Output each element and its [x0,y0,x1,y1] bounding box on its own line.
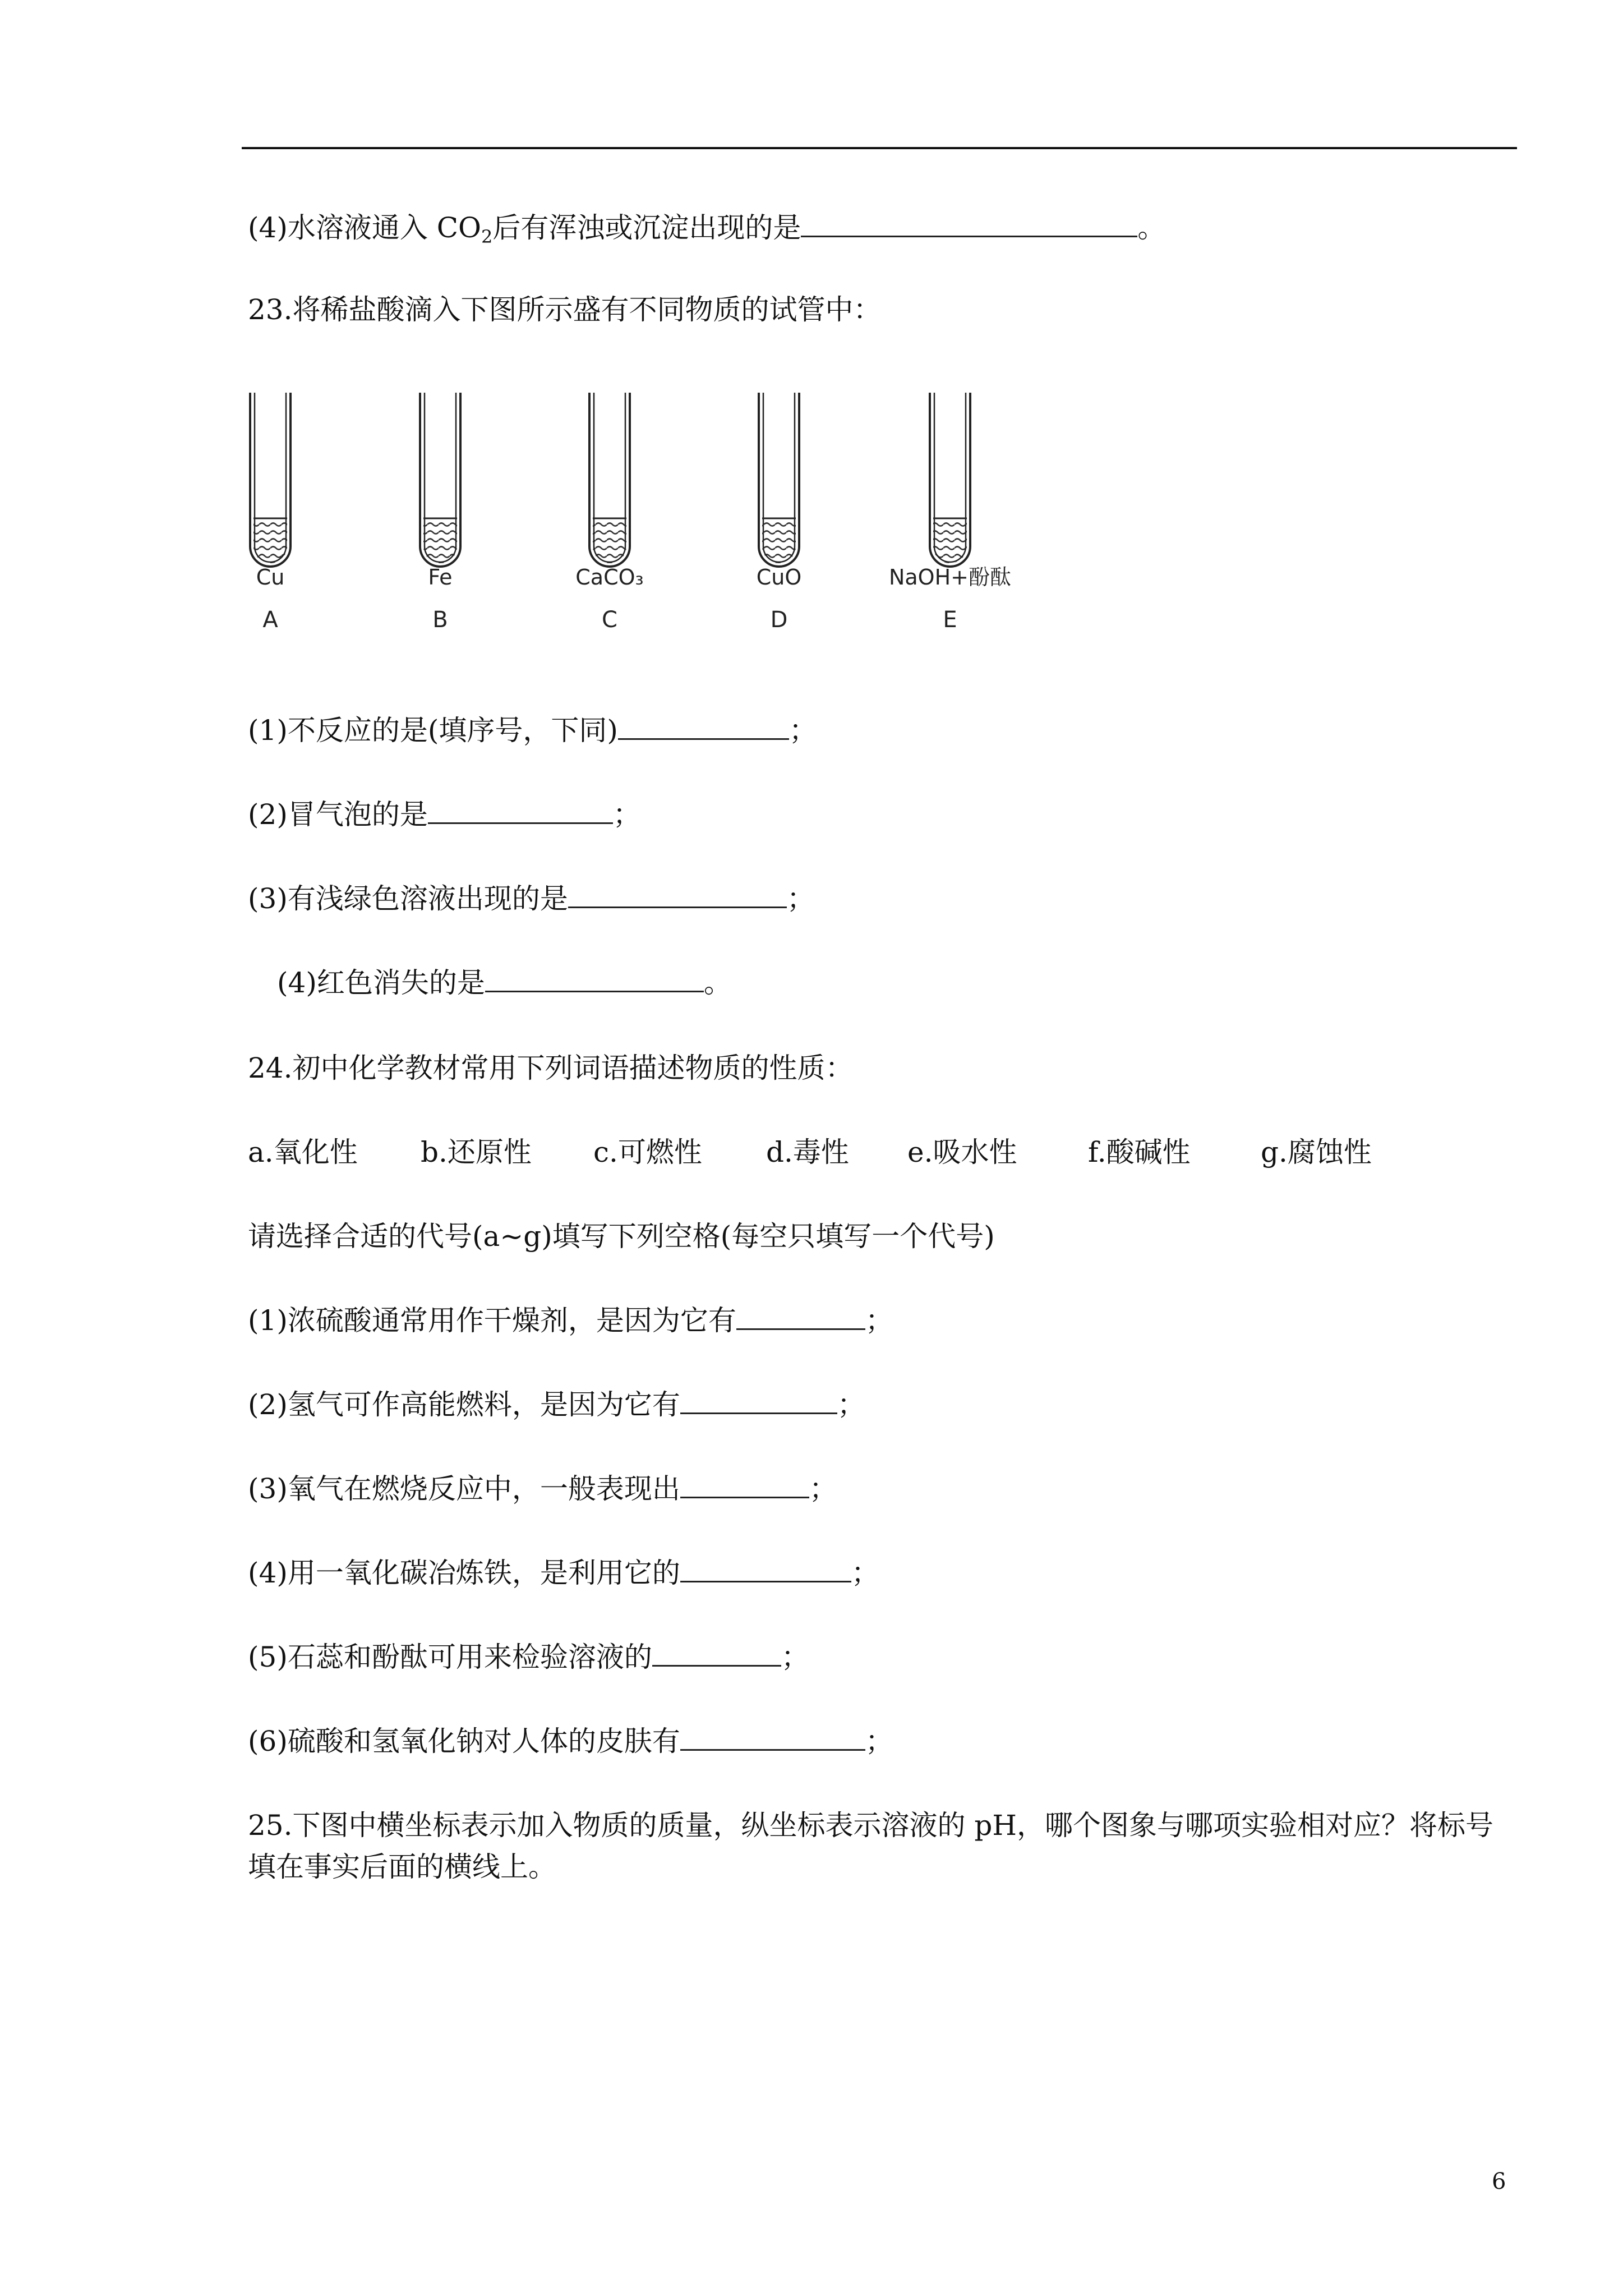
semicolon: ； [851,1557,879,1589]
q23-part4 [277,965,732,1001]
q24-option-e: e.吸水性 [907,1136,1017,1168]
q24-part1 [248,1303,893,1338]
tube-letter-label: E [943,607,957,633]
period: 。 [703,967,732,999]
test-tube-e [889,393,1011,633]
tube-substance-label: CaCO₃ [575,565,644,590]
semicolon: ； [837,1388,865,1421]
q24-option-b: b.还原性 [421,1136,532,1168]
semicolon: ； [612,798,641,831]
answer-blank[interactable] [801,211,1137,237]
q24-part3 [248,1471,837,1507]
q24-part4 [248,1555,879,1591]
q24-option-f: f.酸碱性 [1088,1136,1191,1168]
test-tube-b [420,393,460,633]
header-rule [242,147,1517,149]
answer-blank[interactable] [680,1472,809,1498]
period: 。 [1137,211,1166,244]
q24-part4-text: (4)用一氧化碳冶炼铁，是利用它的 [248,1557,680,1589]
answer-blank[interactable] [568,882,787,908]
tube-substance-label: Fe [428,565,453,590]
semicolon: ； [865,1304,893,1337]
test-tube-a [250,393,291,633]
test-tube-figure [248,387,1089,651]
q24-stem: 24.初中化学教材常用下列词语描述物质的性质： [248,1052,854,1084]
answer-blank[interactable] [652,1640,781,1667]
q24-part5-text: (5)石蕊和酚酞可用来检验溶液的 [248,1641,652,1673]
q24-option-g: g.腐蚀性 [1261,1136,1372,1168]
semicolon: ； [789,714,817,747]
semicolon: ； [781,1641,809,1673]
q23-part4-text: (4)红色消失的是 [277,967,485,999]
q24-part6 [248,1723,893,1759]
answer-blank[interactable] [736,1304,865,1330]
semicolon: ； [809,1473,837,1505]
q24-part2-text: (2)氢气可作高能燃料，是因为它有 [248,1388,680,1421]
answer-blank[interactable] [485,966,704,992]
q25-stem-line1: 25.下图中横坐标表示加入物质的质量，纵坐标表示溶液的 pH，哪个图象与哪项实验相对应？将标号 [248,1809,1494,1842]
tube-letter-label: C [602,607,617,633]
tube-substance-label: NaOH+酚酞 [888,565,1012,590]
tube-substance-label: Cu [256,565,285,590]
q23-part1-text: (1)不反应的是(填序号，下同) [248,714,618,747]
q22-part4 [248,210,1165,255]
q24-option-a: a.氧化性 [248,1136,358,1168]
q24-part3-text: (3)氧气在燃烧反应中，一般表现出 [248,1473,680,1505]
tube-letter-label: B [432,607,448,633]
q24-part2 [248,1387,865,1423]
test-tube-c [575,393,644,633]
tube-letter-label: D [770,607,788,633]
tube-substance-label: CuO [756,565,802,590]
q23-part1 [248,712,817,748]
q25-stem-line2: 填在事实后面的横线上。 [248,1851,556,1883]
q24-part1-text: (1)浓硫酸通常用作干燥剂，是因为它有 [248,1304,736,1337]
q24-option-c: c.可燃性 [593,1136,702,1168]
answer-blank[interactable] [680,1388,837,1414]
q23-part3 [248,881,815,917]
q23-part3-text: (3)有浅绿色溶液出现的是 [248,882,568,915]
q23-part2 [248,797,641,832]
q24-part5 [248,1639,809,1675]
q24-part6-text: (6)硫酸和氢氧化钠对人体的皮肤有 [248,1725,680,1757]
q23-stem: 23.将稀盐酸滴入下图所示盛有不同物质的试管中： [248,293,882,326]
page-number: 6 [1492,2169,1506,2194]
q22-part4-text: (4)水溶液通入 CO [248,211,481,244]
semicolon: ； [865,1725,893,1757]
tube-letter-label: A [262,607,278,633]
q24-instruction: 请选择合适的代号(a~g)填写下列空格(每空只填写一个代号) [248,1220,995,1253]
answer-blank[interactable] [618,714,789,740]
q24-option-d: d.毒性 [766,1136,849,1168]
answer-blank[interactable] [680,1556,851,1582]
answer-blank[interactable] [428,798,613,824]
q22-co2-subscript: 2 [481,226,493,247]
q22-part4-text-2: 后有浑浊或沉淀出现的是 [492,211,801,244]
test-tube-d [757,393,802,633]
answer-blank[interactable] [680,1724,865,1751]
q23-part2-text: (2)冒气泡的是 [248,798,428,831]
semicolon: ； [786,882,815,915]
